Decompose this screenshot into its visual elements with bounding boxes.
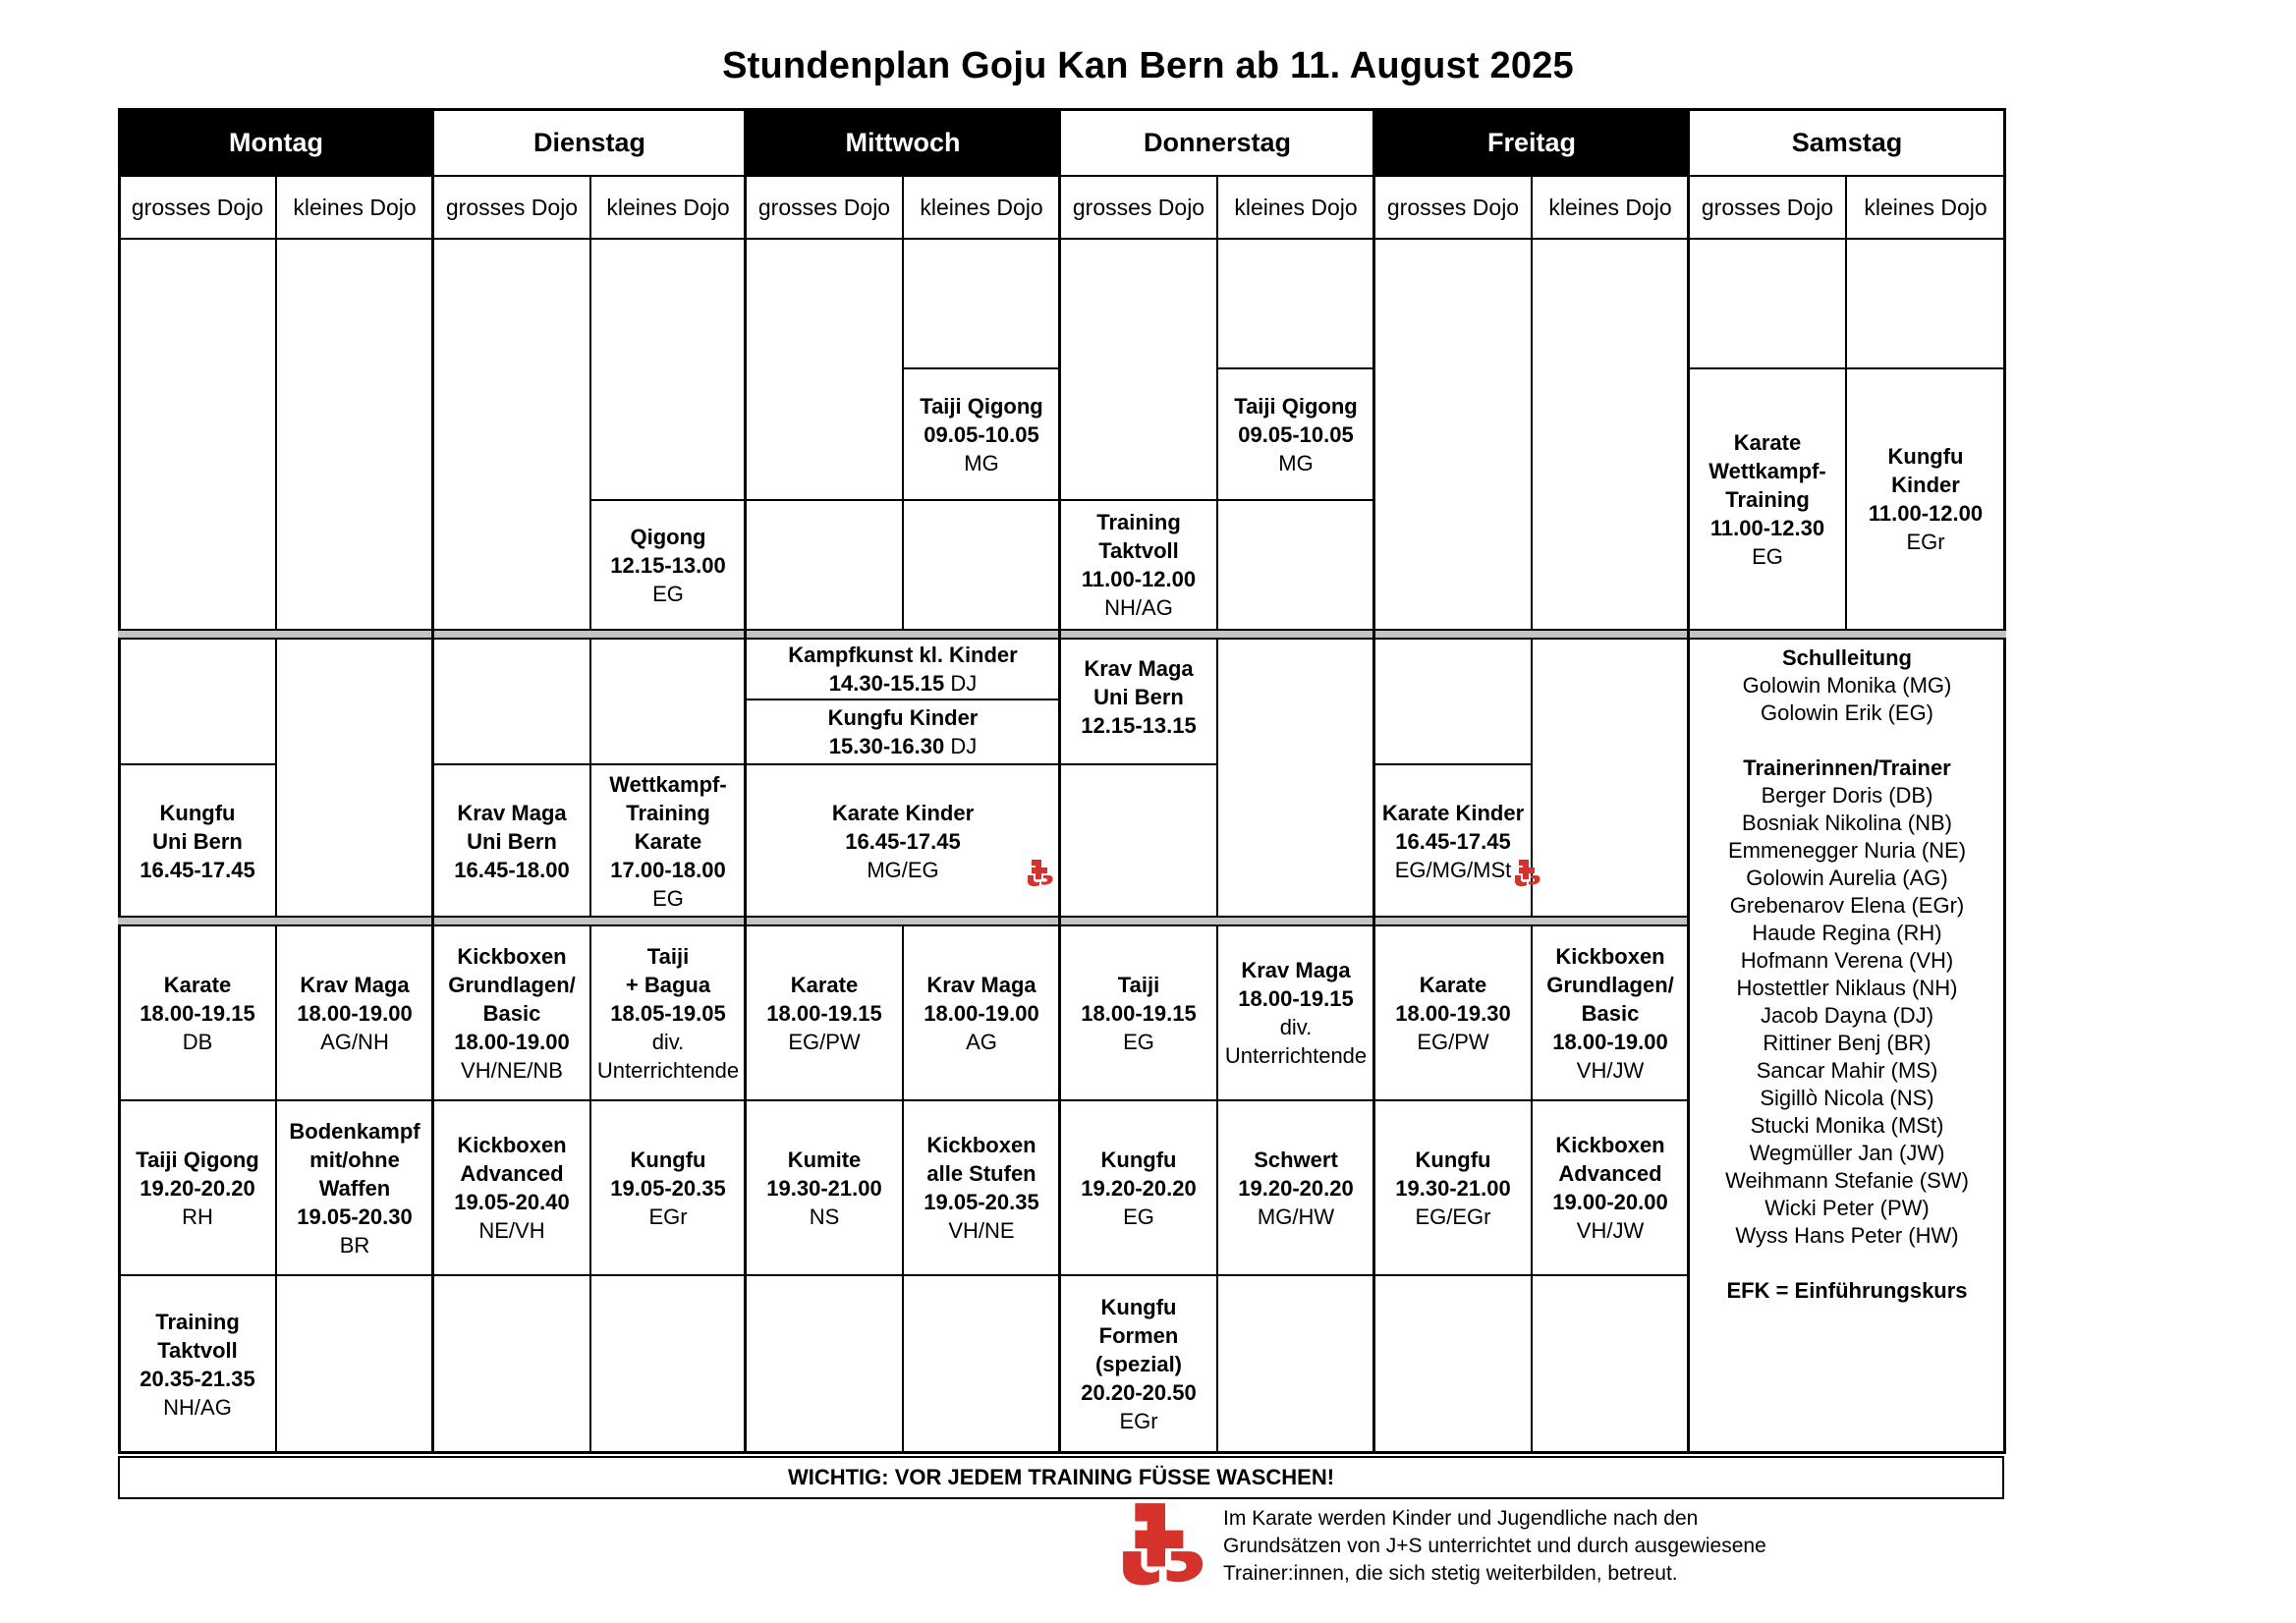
class-name: Krav Maga (1084, 656, 1194, 681)
class-trainer: EG/PW (788, 1029, 861, 1054)
class-name: Kickboxen (457, 943, 567, 969)
leader-name: Golowin Erik (EG) (1760, 700, 1934, 725)
slot-empty (1059, 238, 1218, 501)
room-header: kleines Dojo (902, 175, 1061, 240)
room-header: grosses Dojo (432, 175, 591, 240)
class-kickboxen-advanced (1531, 1099, 1690, 1276)
class-kampfkunst-kl-kinder (745, 638, 1061, 700)
class-time: 18.00-19.15 (1238, 986, 1354, 1011)
class-name: Training (626, 800, 710, 825)
js-note-line: Grundsätzen von J+S unterrichtet und durch ausgewiesene (1223, 1535, 1766, 1557)
class-name: Advanced (460, 1161, 564, 1186)
slot-empty (1688, 238, 1847, 369)
class-trainer: EG (1123, 1203, 1154, 1229)
class-name: Bodenkampf (289, 1118, 420, 1144)
slot-empty (275, 638, 434, 919)
class-name: Grundlagen/ (1546, 972, 1674, 997)
class-trainer: NH/AG (1104, 595, 1173, 620)
class-trainer: EG/MG/MSt (1394, 857, 1512, 882)
class-krav-maga-uni-bern (432, 763, 591, 919)
class-time: 12.15-13.15 (1081, 713, 1197, 738)
class-time: 16.45-17.45 (845, 828, 961, 854)
slot-empty (118, 238, 277, 631)
trainer-name: Wegmüller Jan (JW) (1749, 1141, 1945, 1165)
class-time: 19.20-20.20 (140, 1175, 255, 1201)
trainer-name: Haude Regina (RH) (1752, 921, 1942, 945)
slot-empty (1216, 638, 1375, 919)
slot-empty (1531, 1274, 1690, 1454)
class-name: Kungfu (159, 800, 236, 825)
class-name: Training (1725, 486, 1810, 512)
class-time: 16.45-17.45 (140, 857, 255, 882)
trainer-name: Rittiner Benj (BR) (1763, 1031, 1932, 1055)
class-time: 19.00-20.00 (1552, 1190, 1668, 1214)
class-kungfu-kinder (1845, 367, 2006, 631)
class-name: Krav Maga (926, 972, 1036, 997)
trainer-name: Wyss Hans Peter (HW) (1735, 1223, 1959, 1248)
class-trainer: BR (339, 1232, 370, 1258)
page-title: Stundenplan Goju Kan Bern ab 11. August 2025 (722, 45, 1574, 86)
room-header: kleines Dojo (275, 175, 434, 240)
slot-empty (432, 638, 591, 765)
slot-empty (902, 499, 1061, 631)
class-qigong (589, 499, 747, 631)
class-trainer: EGr (1119, 1409, 1158, 1433)
trainer-name: Emmenegger Nuria (NE) (1727, 838, 1967, 863)
class-name: Qigong (630, 524, 706, 549)
room-header: kleines Dojo (1216, 175, 1375, 240)
staff-heading-trainers: Trainerinnen/Trainer (1743, 756, 1951, 780)
class-trainer: Unterrichtende (596, 1057, 740, 1083)
class-name: Waffen (318, 1175, 391, 1201)
class-trainer: MG (964, 450, 999, 476)
class-kungfu (589, 1099, 747, 1276)
class-karate-kinder (745, 763, 1061, 919)
class-name: Karate Kinder (831, 800, 975, 825)
class-time: 19.20-20.20 (1238, 1175, 1354, 1201)
class-name: Kungfu (1887, 444, 1964, 469)
class-time: 19.30-21.00 (766, 1175, 882, 1201)
class-name: Karate (790, 972, 859, 997)
class-trainer: EG (1123, 1029, 1154, 1054)
efk-legend: EFK = Einführungskurs (1726, 1278, 1968, 1303)
class-trainer: VH/JW (1576, 1057, 1645, 1083)
class-time: 19.30-21.00 (1395, 1175, 1511, 1201)
class-time: 16.45-18.00 (454, 857, 570, 882)
class-trainer: EG (1752, 543, 1783, 569)
class-trainer: div. (1279, 1015, 1313, 1039)
class-krav-maga (1216, 924, 1375, 1101)
js-note (1223, 1505, 1872, 1588)
slot-empty (118, 638, 277, 765)
class-name: Kungfu (630, 1147, 706, 1172)
class-name: Kungfu (1415, 1147, 1491, 1172)
class-time: 11.00-12.30 (1709, 515, 1825, 540)
class-name: Taiji Qigong (1234, 393, 1358, 419)
class-time: 09.05-10.05 (1238, 421, 1354, 447)
class-trainer: EG (652, 885, 684, 911)
class-name: Kumite (787, 1147, 862, 1172)
class-trainer: DJ (950, 734, 978, 758)
class-time: 18.00-19.15 (1081, 1000, 1197, 1026)
day-divider (431, 108, 434, 1454)
class-time: 19.05-20.35 (924, 1190, 1039, 1214)
room-header: kleines Dojo (589, 175, 747, 240)
slot-empty (1373, 1274, 1533, 1454)
class-schwert (1216, 1099, 1375, 1276)
class-taiji-qigong (118, 1099, 277, 1276)
class-name: Kungfu (1100, 1295, 1177, 1319)
class-name: Wettkampf- (609, 771, 727, 797)
slot-empty (902, 1274, 1061, 1454)
class-name: Karate (1733, 429, 1802, 455)
staff-heading-leadership: Schulleitung (1782, 645, 1912, 670)
class-trainer: VH/NE (948, 1218, 1015, 1243)
class-name: Kungfu (1100, 1147, 1177, 1172)
day-header-freitag: Freitag (1373, 108, 1690, 177)
class-kungfu-uni-bern (118, 763, 277, 919)
class-name: Taktvoll (1098, 538, 1179, 563)
day-divider (1372, 108, 1375, 1454)
slot-empty (589, 1274, 747, 1454)
class-name: Formen (1098, 1323, 1179, 1348)
class-wettkampf-training-karate (589, 763, 747, 919)
class-trainer: MG/EG (867, 857, 939, 882)
class-kungfu (1059, 1099, 1218, 1276)
class-name: Taiji (646, 943, 690, 969)
class-name: (spezial) (1094, 1352, 1183, 1376)
class-name: Karate (634, 828, 702, 854)
class-time: 16.45-17.45 (1395, 828, 1511, 854)
class-time: 18.00-19.00 (297, 1000, 413, 1026)
class-karate (745, 924, 904, 1101)
important-notice: WICHTIG: VOR JEDEM TRAINING FÜSSE WASCHEN! (118, 1456, 2004, 1499)
trainer-name: Hofmann Verena (VH) (1740, 948, 1954, 973)
class-karate-wettkampf (1688, 367, 1847, 631)
class-name: Training (155, 1309, 240, 1334)
class-kungfu (1373, 1099, 1533, 1276)
class-name: Taiji Qigong (920, 393, 1043, 419)
slot-empty (1373, 238, 1533, 631)
js-note-line: Im Karate werden Kinder und Jugendliche nach den (1223, 1507, 1699, 1530)
class-training-taktvoll (118, 1274, 277, 1454)
class-time: 09.05-10.05 (924, 421, 1039, 447)
class-name: Uni Bern (1093, 685, 1184, 709)
slot-empty (1531, 238, 1690, 631)
class-time: 18.00-19.00 (1552, 1029, 1668, 1054)
class-name: Grundlagen/ (448, 972, 576, 997)
trainer-name: Sancar Mahir (MS) (1756, 1058, 1938, 1083)
class-taiji (1059, 924, 1218, 1101)
trainer-name: Berger Doris (DB) (1761, 783, 1933, 808)
class-bodenkampf (275, 1099, 434, 1276)
class-trainer: AG (966, 1029, 997, 1054)
class-training-taktvoll (1059, 499, 1218, 631)
class-time: 17.00-18.00 (610, 857, 726, 882)
class-trainer: RH (182, 1203, 213, 1229)
class-name: Karate (1419, 972, 1487, 997)
class-trainer: VH/NE/NB (461, 1057, 563, 1083)
room-header: kleines Dojo (1531, 175, 1690, 240)
class-time: 14.30-15.15 (828, 671, 945, 696)
class-name: Basic (482, 1000, 541, 1026)
trainer-name: Bosniak Nikolina (NB) (1742, 811, 1952, 835)
trainer-name: Weihmann Stefanie (SW) (1725, 1168, 1969, 1193)
class-name: Krav Maga (457, 800, 567, 825)
class-taiji-qigong (1216, 367, 1375, 501)
class-trainer: AG/NH (320, 1029, 389, 1054)
slot-empty (432, 1274, 591, 1454)
room-header: kleines Dojo (1845, 175, 2006, 240)
class-name: Taiji Qigong (136, 1147, 259, 1172)
class-krav-maga (275, 924, 434, 1101)
class-name: Training (1096, 510, 1181, 534)
class-name: Karate Kinder (1381, 800, 1525, 825)
slot-empty (1059, 763, 1218, 919)
trainer-name: Sigillò Nicola (NS) (1760, 1086, 1934, 1110)
slot-empty (275, 1274, 434, 1454)
trainer-name: Wicki Peter (PW) (1764, 1196, 1930, 1220)
day-header-montag: Montag (118, 108, 434, 177)
class-trainer: NS (809, 1203, 840, 1229)
class-trainer: EG (652, 581, 684, 606)
class-name: Kickboxen (457, 1133, 567, 1157)
slot-empty (1373, 638, 1533, 765)
class-time: 18.00-19.15 (766, 1000, 882, 1026)
class-kumite (745, 1099, 904, 1276)
class-name: Krav Maga (300, 972, 410, 997)
class-name: Kungfu Kinder (827, 705, 979, 730)
room-header: grosses Dojo (118, 175, 277, 240)
room-header: grosses Dojo (1059, 175, 1218, 240)
slot-empty (745, 1274, 904, 1454)
class-trainer: MG/HW (1257, 1203, 1335, 1229)
slot-empty (902, 238, 1061, 369)
class-trainer: NH/AG (163, 1394, 232, 1420)
class-time: 19.20-20.20 (1081, 1175, 1197, 1201)
class-name: Schwert (1254, 1147, 1338, 1172)
day-header-mittwoch: Mittwoch (745, 108, 1061, 177)
class-name: alle Stufen (926, 1161, 1036, 1186)
class-time: 19.05-20.30 (297, 1203, 413, 1229)
class-name: Taiji (1117, 972, 1160, 997)
class-trainer: NE/VH (478, 1218, 545, 1243)
trainer-name: Grebenarov Elena (EGr) (1729, 893, 1965, 918)
leader-name: Golowin Monika (MG) (1742, 673, 1952, 698)
day-header-dienstag: Dienstag (432, 108, 747, 177)
class-name: Kinder (1891, 473, 1960, 497)
class-time: 18.00-19.15 (140, 1000, 255, 1026)
class-kungfu-kinder (745, 699, 1061, 765)
class-kickboxen-basic (1531, 924, 1690, 1101)
class-trainer: div. (651, 1029, 685, 1054)
class-trainer: EG/PW (1417, 1029, 1489, 1054)
slot-empty (1216, 499, 1375, 631)
class-name: Kampfkunst kl. Kinder (788, 643, 1018, 667)
class-name: Uni Bern (152, 828, 243, 854)
slot-empty (589, 638, 747, 765)
js-logo-icon (1026, 858, 1055, 887)
js-logo-large-icon (1120, 1503, 1210, 1588)
slot-empty (1216, 1274, 1375, 1454)
class-time: 18.00-19.00 (454, 1029, 570, 1054)
class-karate (1373, 924, 1533, 1101)
day-divider (1058, 108, 1061, 1454)
class-trainer: EGr (648, 1203, 688, 1229)
slot-empty (432, 238, 591, 631)
slot-empty (1216, 238, 1375, 369)
trainer-name: Stucki Monika (MSt) (1750, 1113, 1944, 1138)
trainer-name: Golowin Aurelia (AG) (1746, 866, 1948, 890)
class-name: Wettkampf- (1708, 458, 1826, 483)
class-name: Karate (163, 972, 232, 997)
slot-empty (745, 238, 904, 501)
class-time: 18.00-19.00 (924, 1000, 1039, 1026)
class-time: 15.30-16.30 (828, 734, 945, 758)
class-trainer: Unterrichtende (1224, 1043, 1368, 1068)
class-krav-maga-uni-bern (1059, 638, 1218, 765)
day-header-donnerstag: Donnerstag (1059, 108, 1375, 177)
class-name: Taktvoll (157, 1337, 238, 1363)
room-header: grosses Dojo (1373, 175, 1533, 240)
class-trainer: VH/JW (1576, 1218, 1645, 1243)
class-kungfu-formen (1059, 1274, 1218, 1454)
class-name: Kickboxen (926, 1133, 1036, 1157)
class-kickboxen-advanced (432, 1099, 591, 1276)
class-name: Kickboxen (1555, 943, 1665, 969)
slot-empty (275, 238, 434, 631)
class-taiji-qigong (902, 367, 1061, 501)
class-time: 20.20-20.50 (1081, 1380, 1197, 1405)
day-divider (1687, 108, 1690, 1454)
class-name: Advanced (1558, 1161, 1662, 1186)
slot-empty (1845, 238, 2006, 369)
staff-list (1692, 644, 2002, 1305)
class-trainer: MG (1278, 450, 1314, 476)
slot-empty (1531, 638, 1690, 919)
room-header: grosses Dojo (1688, 175, 1847, 240)
class-trainer: EG/EGr (1415, 1203, 1491, 1229)
class-kickboxen-alle (902, 1099, 1061, 1276)
class-krav-maga (902, 924, 1061, 1101)
class-trainer: DB (182, 1029, 213, 1054)
class-kickboxen-basic (432, 924, 591, 1101)
class-time: 11.00-12.00 (1868, 501, 1984, 526)
room-header: grosses Dojo (745, 175, 904, 240)
class-karate-kinder (1373, 763, 1533, 919)
class-time: 20.35-21.35 (140, 1366, 255, 1391)
day-header-samstag: Samstag (1688, 108, 2006, 177)
class-name: Basic (1581, 1000, 1640, 1026)
class-time: 18.05-19.05 (610, 1000, 726, 1026)
slot-empty (745, 499, 904, 631)
class-trainer: EGr (1906, 530, 1945, 554)
class-time: 11.00-12.00 (1081, 567, 1197, 591)
js-logo-icon (1513, 858, 1542, 887)
class-name: Uni Bern (467, 828, 557, 854)
class-name: Krav Maga (1241, 958, 1351, 982)
class-time: 18.00-19.30 (1395, 1000, 1511, 1026)
trainer-name: Jacob Dayna (DJ) (1760, 1003, 1934, 1028)
slot-empty (589, 238, 747, 501)
class-time: 19.05-20.35 (610, 1175, 726, 1201)
day-divider (744, 108, 747, 1454)
class-name: + Bagua (625, 972, 711, 997)
class-taiji-bagua (589, 924, 747, 1101)
class-time: 12.15-13.00 (610, 552, 726, 578)
class-time: 19.05-20.40 (454, 1190, 570, 1214)
class-name: Kickboxen (1555, 1133, 1665, 1157)
class-karate (118, 924, 277, 1101)
js-note-line: Trainer:innen, die sich stetig weiterbilden, betreut. (1223, 1562, 1678, 1585)
class-name: mit/ohne (309, 1147, 400, 1172)
class-trainer: DJ (950, 671, 978, 696)
trainer-name: Hostettler Niklaus (NH) (1736, 976, 1958, 1000)
